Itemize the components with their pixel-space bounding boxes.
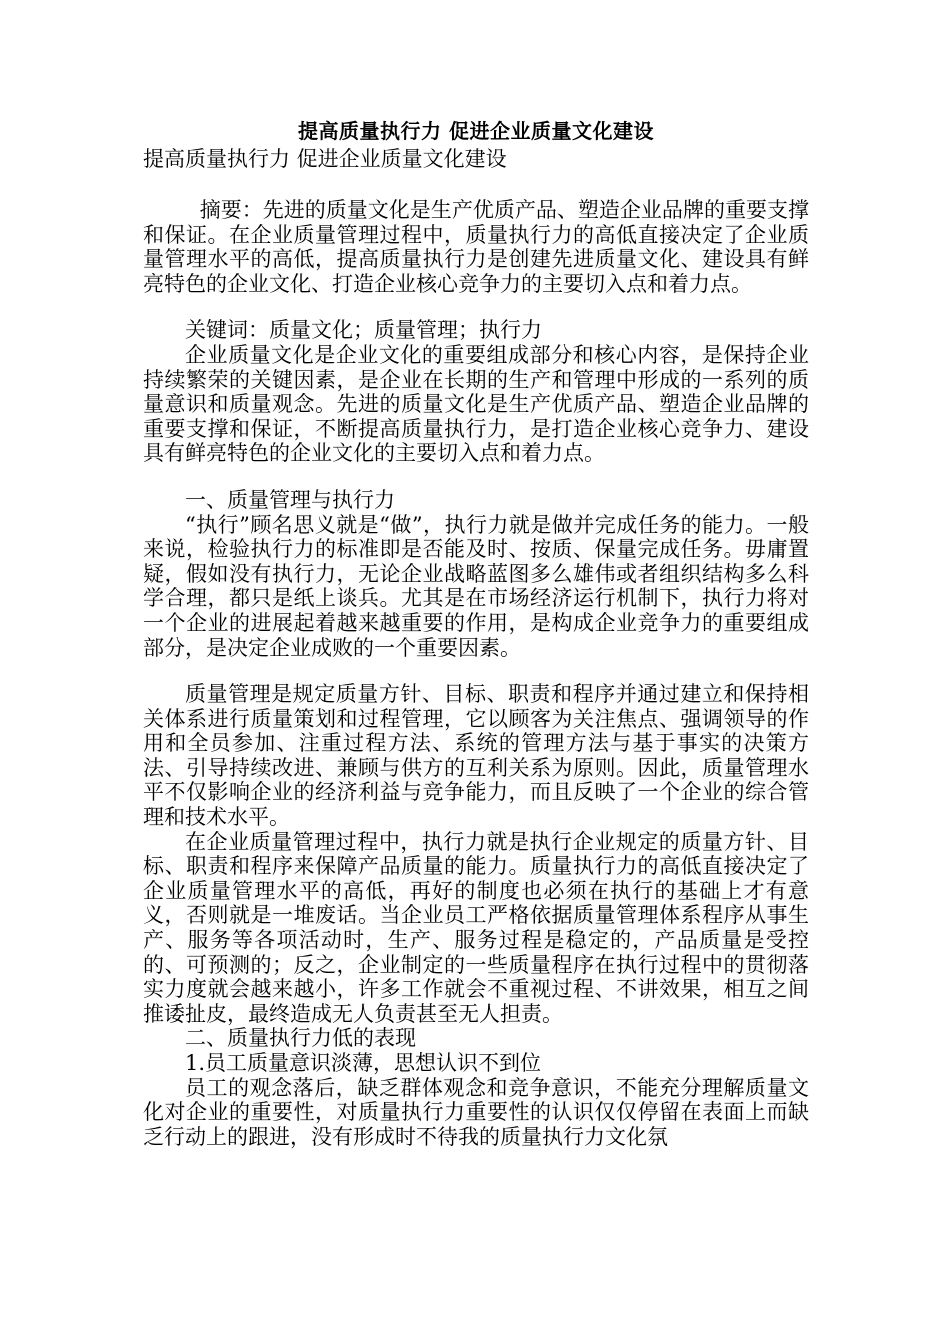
- blank-line: [143, 172, 809, 198]
- intro-paragraph: 企业质量文化是企业文化的重要组成部分和核心内容，是保持企业持续繁荣的关键因素，是企业在长期的生产和管理中形成的一系列的质量意识和质量观念。先进的质量文化是生产优质产品、塑造企业品牌的重要支撑和保证，不断提高质量执行力，是打造企业核心竞争力、建设具有鲜亮特色的企业文化的主要切入点和着力点。: [143, 342, 809, 466]
- body-paragraph: “执行”顾名思义就是“做”，执行力就是做并完成任务的能力。一般来说，检验执行力的标准即是否能及时、按质、保量完成任务。毋庸置疑，假如没有执行力，无论企业战略蓝图多么雄伟或者组织结构多么科学合理，都只是纸上谈兵。尤其是在市场经济运行机制下，执行力将对一个企业的进展起着越来越重要的作用，是构成企业竞争力的重要组成部分，是决定企业成败的一个重要因素。: [143, 512, 809, 660]
- body-paragraph: 在企业质量管理过程中，执行力就是执行企业规定的质量方针、目标、职责和程序来保障产品质量的能力。质量执行力的高低直接决定了企业质量管理水平的高低，再好的制度也必须在执行的基础上才有意义，否则就是一堆废话。当企业员工严格依据质量管理体系程序从事生产、服务等各项活动时，生产、服务过程是稳定的，产品质量是受控的、可预测的；反之，企业制定的一些质量程序在执行过程中的贯彻落实力度就会越来越小，许多工作就会不重视过程、不讲效果，相互之间推诿扯皮，最终造成无人负责甚至无人担责。: [143, 829, 809, 1026]
- blank-line: [143, 296, 809, 318]
- document-body: [143, 118, 809, 1149]
- blank-line: [143, 466, 809, 488]
- document-subtitle: 提高质量执行力 促进企业质量文化建设: [143, 147, 507, 171]
- body-paragraph: 质量管理是规定质量方针、目标、职责和程序并通过建立和保持相关体系进行质量策划和过程管理，它以顾客为关注焦点、强调领导的作用和全员参加、注重过程方法、系统的管理方法与基于事实的决策方法、引导持续改进、兼顾与供方的互利关系为原则。因此，质量管理水平不仅影响企业的经济利益与竞争能力，而且反映了一个企业的综合管理和技术水平。: [143, 682, 809, 830]
- subsection-heading: 1.员工质量意识淡薄，思想认识不到位: [185, 1051, 542, 1075]
- section-heading: 一、质量管理与执行力: [185, 487, 395, 512]
- body-paragraph: 员工的观念落后，缺乏群体观念和竞争意识，不能充分理解质量文化对企业的重要性，对质量执行力重要性的认识仅仅停留在表面上而缺乏行动上的跟进，没有形成时不待我的质量执行力文化氛: [143, 1075, 809, 1149]
- keywords-line: 关键词：质量文化；质量管理；执行力: [185, 318, 542, 343]
- abstract-paragraph: 摘要：先进的质量文化是生产优质产品、塑造企业品牌的重要支撑和保证。在企业质量管理过程中，质量执行力的高低直接决定了企业质量管理水平的高低，提高质量执行力是创建先进质量文化、建设具有鲜亮特色的企业文化、打造企业核心竞争力的主要切入点和着力点。: [143, 198, 809, 296]
- section-heading: 二、质量执行力低的表现: [185, 1026, 416, 1051]
- blank-line: [143, 660, 809, 682]
- document-title: 提高质量执行力 促进企业质量文化建设: [298, 119, 654, 143]
